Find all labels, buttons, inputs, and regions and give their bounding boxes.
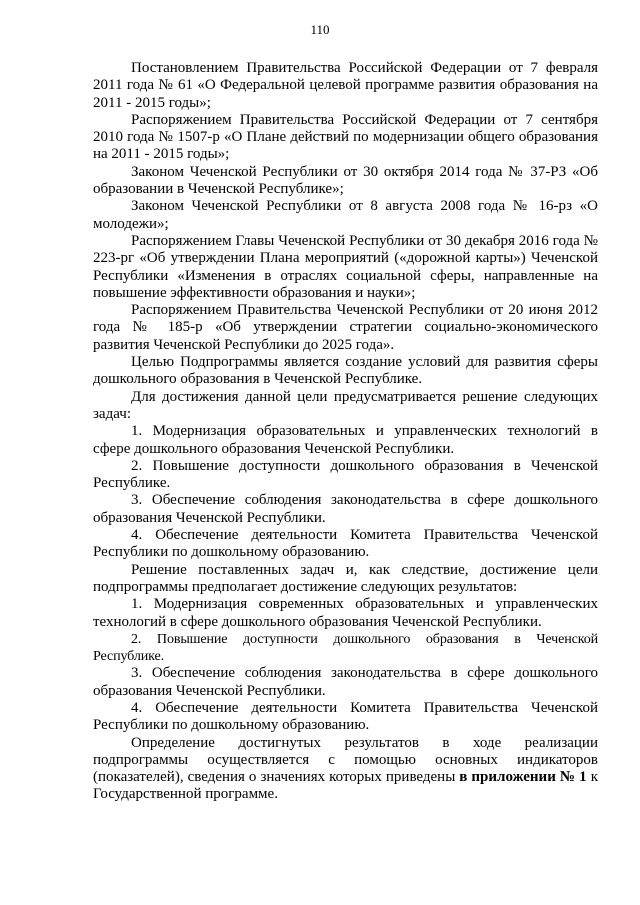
paragraph-order-modernization-plan: Распоряжением Правительства Российской Федерации от 7 сентября 2010 года № 1507-р «О Плане действий по модернизации общего образования на 2011 - 2015 годы»;	[93, 111, 598, 163]
paragraph-indicators	[93, 735, 598, 804]
appendix-reference: в приложении № 1	[459, 769, 587, 786]
paragraph-law-youth: Законом Чеченской Республики от 8 августа 2008 года № 16-рз «О молодежи»;	[93, 198, 598, 232]
paragraph-goal: Целью Подпрограммы является создание условий для развития сферы дошкольного образования в Чеченской Республике.	[93, 354, 598, 388]
paragraph-results-intro: Решение поставленных задач и, как следствие, достижение цели подпрограммы предполагает достижение следующих результатов:	[93, 561, 598, 595]
paragraph-order-roadmap: Распоряжением Главы Чеченской Республики от 30 декабря 2016 года № 223-рг «Об утверждении Плана мероприятий («дорожной карты») Чеченской Республики «Изменения в отраслях социальной сферы, направленные на повышение эффективности образования и науки»;	[93, 232, 598, 301]
paragraph-decree-federal-program: Постановлением Правительства Российской Федерации от 7 февраля 2011 года № 61 «О Федеральной целевой программе развития образования на 2011 - 2015 годы»;	[93, 60, 598, 111]
task-item-1: 1. Модернизация образовательных и управленческих технологий в сфере дошкольного образования Чеченской Республики.	[93, 423, 598, 457]
task-item-4: 4. Обеспечение деятельности Комитета Правительства Чеченской Республики по дошкольному образованию.	[93, 527, 598, 561]
result-item-2: 2. Повышение доступности дошкольного образования в Чеченской Республике.	[93, 630, 598, 665]
paragraph-order-strategy: Распоряжением Правительства Чеченской Республики от 20 июня 2012 года № 185-р «Об утверждении стратегии социально-экономического развития Чеченской Республики до 2025 года».	[93, 302, 598, 353]
result-item-4: 4. Обеспечение деятельности Комитета Правительства Чеченской Республики по дошкольному образованию.	[93, 699, 598, 734]
result-item-3: 3. Обеспечение соблюдения законодательства в сфере дошкольного образования Чеченской Республики.	[93, 665, 598, 699]
indicators-text-after: к Государственной программе.	[93, 769, 598, 803]
task-item-2: 2. Повышение доступности дошкольного образования в Чеченской Республике.	[93, 457, 598, 492]
page-number: 110	[310, 22, 330, 37]
paragraph-law-education: Законом Чеченской Республики от 30 октября 2014 года № 37-РЗ «Об образовании в Чеченской Республике»;	[93, 163, 598, 198]
indicators-text-before: Определение достигнутых результатов в ходе реализации подпрограммы осуществляется с помощью основных индикаторов (показателей), сведения о значениях которых приведены	[93, 734, 598, 786]
page-body	[93, 60, 598, 804]
task-item-3: 3. Обеспечение соблюдения законодательства в сфере дошкольного образования Чеченской Республики.	[93, 492, 598, 526]
paragraph-tasks-intro: Для достижения данной цели предусматривается решение следующих задач:	[93, 388, 598, 422]
result-item-1: 1. Модернизация современных образовательных и управленческих технологий в сфере дошкольного образования Чеченской Республики.	[93, 596, 598, 630]
